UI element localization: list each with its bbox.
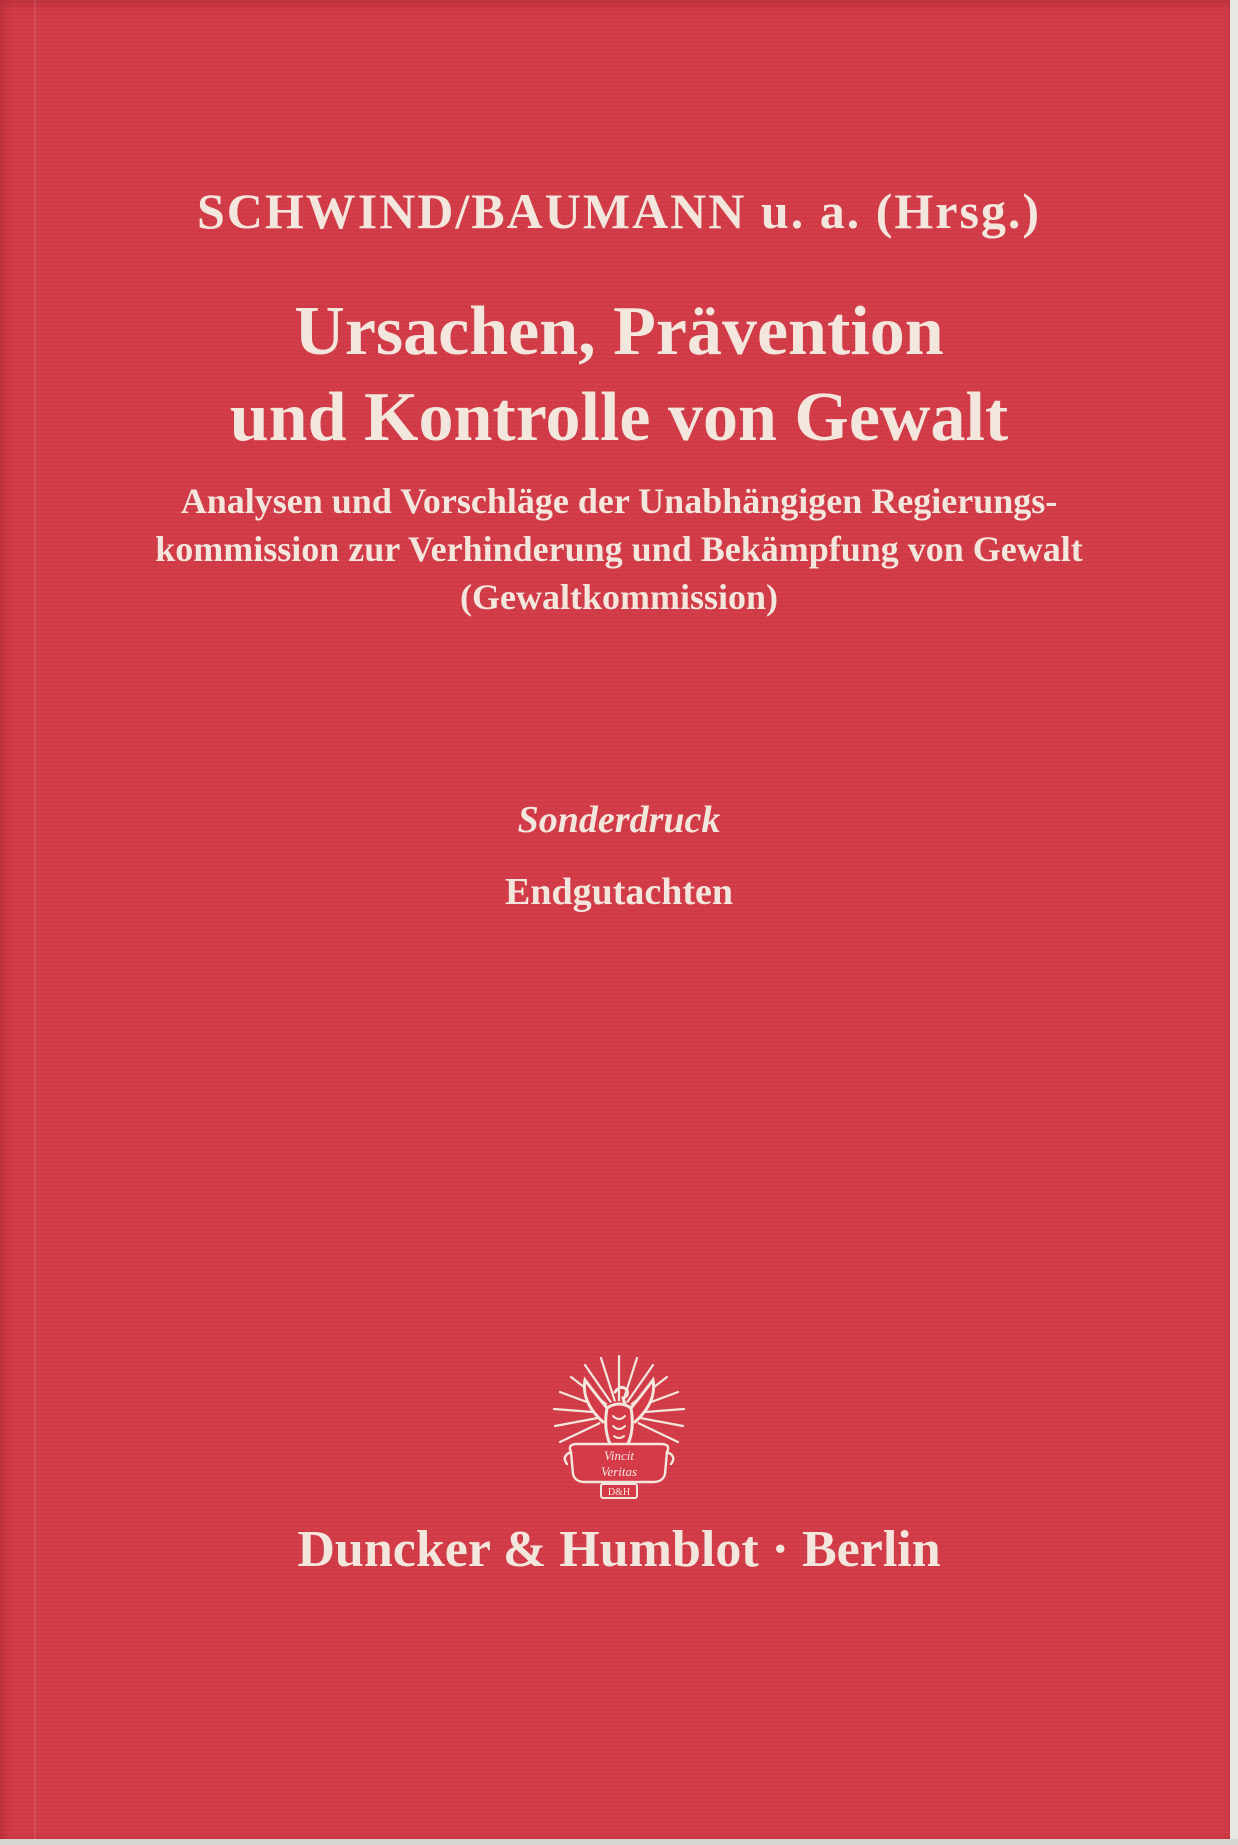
edition-label: Sonderdruck xyxy=(517,799,721,841)
page-edge-bottom xyxy=(0,1839,1238,1845)
editors-line: SCHWIND/BAUMANN u. a. (Hrsg.) xyxy=(196,183,1042,239)
publisher-logo-svg xyxy=(541,1352,697,1502)
title-line-2: und Kontrolle von Gewalt xyxy=(229,379,1009,456)
page-edge-right xyxy=(1230,0,1238,1845)
title-line-1: Ursachen, Prävention xyxy=(294,293,944,370)
subtitle-line-2: kommission zur Verhinderung und Bekämpfung von Gewalt xyxy=(155,529,1083,569)
publisher-line: Duncker & Humblot · Berlin xyxy=(297,1521,941,1578)
logo-motto-1: Vincit xyxy=(603,1448,635,1463)
logo-monogram: D&H xyxy=(607,1487,631,1498)
subtitle-line-1: Analysen und Vorschläge der Unabhängigen Regierungs- xyxy=(180,481,1058,521)
logo-motto-2: Veritas xyxy=(600,1464,638,1479)
subtitle-line-3: (Gewaltkommission) xyxy=(460,577,778,617)
part-label: Endgutachten xyxy=(504,871,734,913)
eagle-sunburst-logo-icon xyxy=(541,1352,697,1502)
